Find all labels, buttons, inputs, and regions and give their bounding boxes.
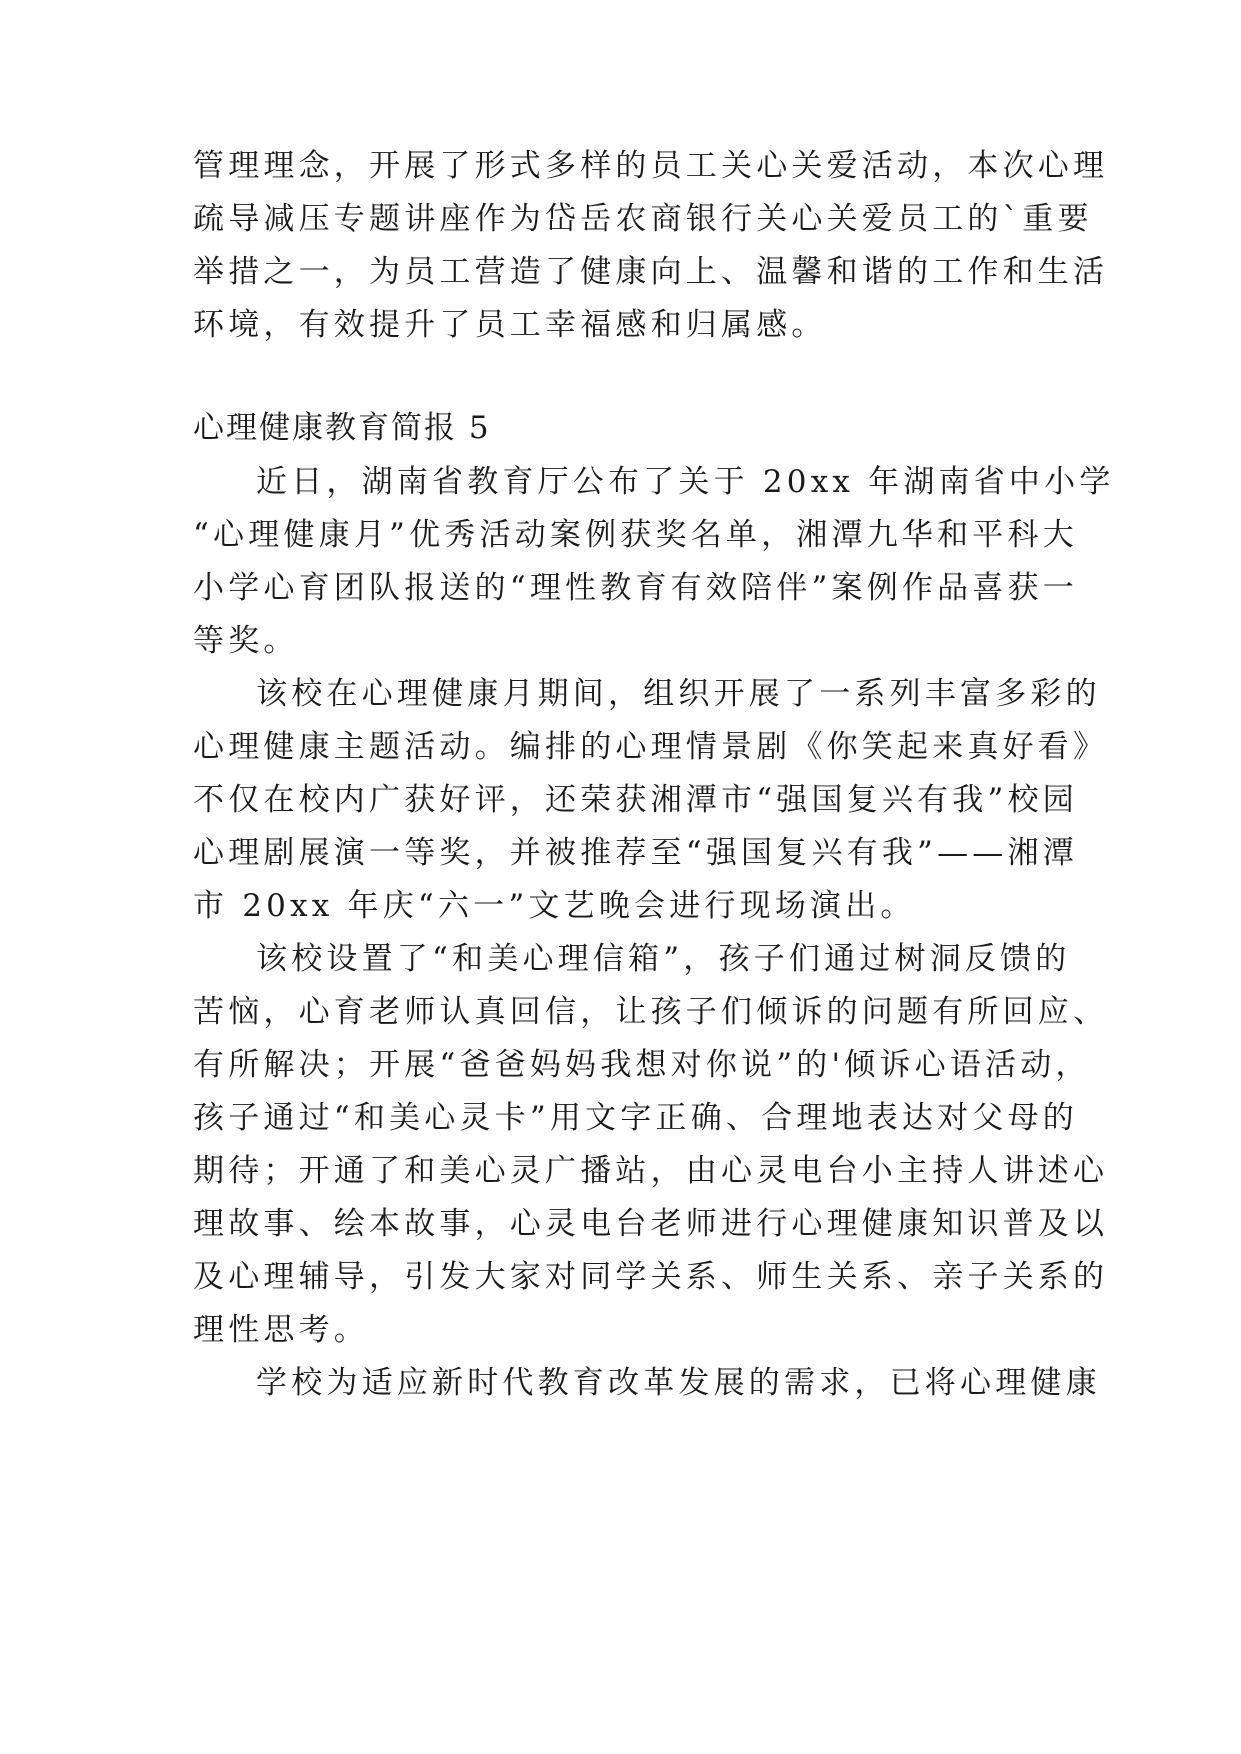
text-line: 心理剧展演一等奖，并被推荐至“强国复兴有我”——湘潭: [193, 835, 1078, 871]
text-line: 及心理辅导，引发大家对同学关系、师生关系、亲子关系的: [193, 1259, 1109, 1295]
text-line: 管理理念，开展了形式多样的员工关心关爱活动，本次心理: [193, 148, 1109, 184]
text-line: 理故事、绘本故事，心灵电台老师进行心理健康知识普及以: [193, 1206, 1109, 1242]
text-line: 近日，湖南省教育厅公布了关于 20xx 年湖南省中小学: [256, 464, 1115, 500]
text-line: 期待；开通了和美心灵广播站，由心灵电台小主持人讲述心: [193, 1153, 1109, 1189]
text-line: 苦恼，心育老师认真回信，让孩子们倾诉的问题有所回应、: [193, 994, 1109, 1030]
text-line: 疏导减压专题讲座作为岱岳农商银行关心关爱员工的`重要: [193, 201, 1093, 237]
text-line: 学校为适应新时代教育改革发展的需求，已将心理健康: [256, 1365, 1101, 1401]
text-line: 环境，有效提升了员工幸福感和归属感。: [193, 307, 827, 343]
text-line: 有所解决；开展“爸爸妈妈我想对你说”的'倾诉心语活动，: [193, 1047, 1091, 1083]
text-line: 举措之一，为员工营造了健康向上、温馨和谐的工作和生活: [193, 254, 1109, 290]
text-line: 小学心育团队报送的“理性教育有效陪伴”案例作品喜获一: [193, 570, 1078, 606]
text-line: 理性思考。: [193, 1312, 369, 1348]
text-line: 市 20xx 年庆“六一”文艺晚会进行现场演出。: [193, 888, 916, 924]
text-line: 等奖。: [193, 623, 299, 659]
text-line: 不仅在校内广获好评，还荣获湘潭市“强国复兴有我”校园: [193, 782, 1078, 818]
section-heading: 心理健康教育简报 5: [193, 410, 491, 446]
text-line: “心理健康月”优秀活动案例获奖名单，湘潭九华和平科大: [193, 517, 1078, 553]
text-line: 该校设置了“和美心理信箱”，孩子们通过树洞反馈的: [256, 941, 1071, 977]
text-line: 该校在心理健康月期间，组织开展了一系列丰富多彩的: [256, 676, 1101, 712]
text-line: 心理健康主题活动。编排的心理情景剧《你笑起来真好看》: [193, 729, 1109, 765]
text-line: 孩子通过“和美心灵卡”用文字正确、合理地表达对父母的: [193, 1100, 1078, 1136]
